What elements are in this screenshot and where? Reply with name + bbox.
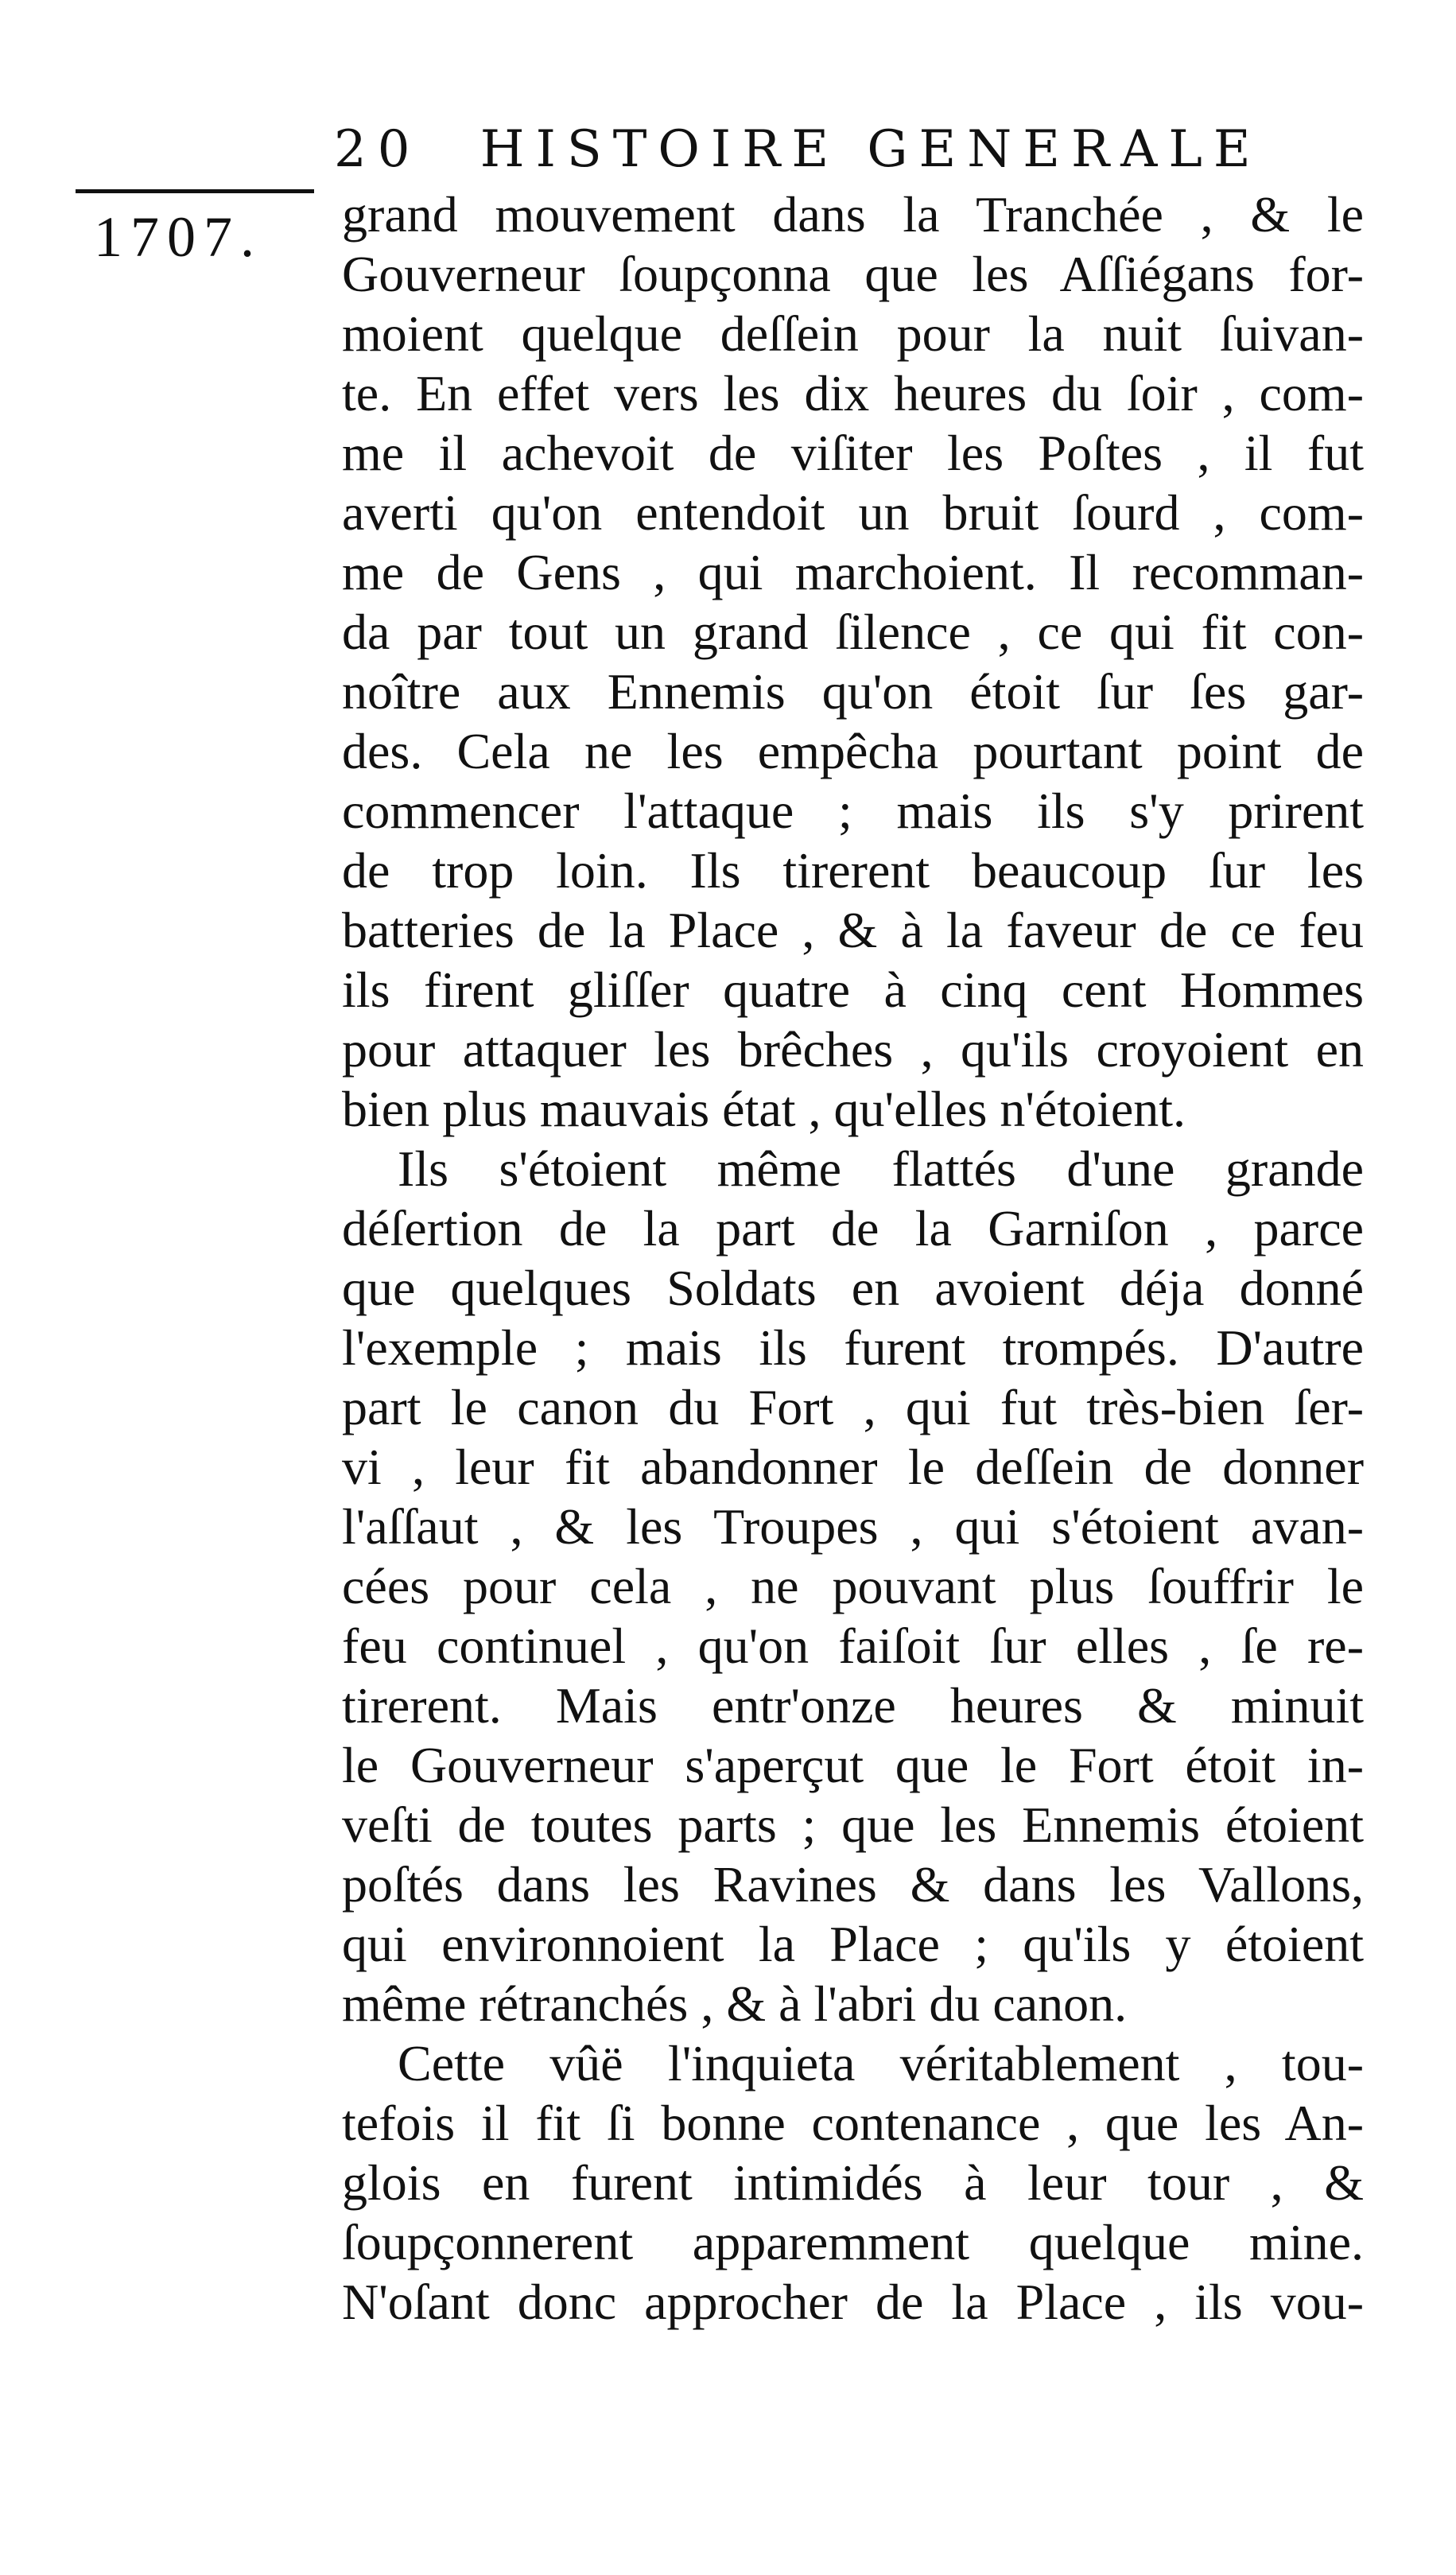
text-line: poſtés dans les Ravines & dans les Vallons,: [342, 1856, 1364, 1913]
text-line: vi , leur fit abandonner le deſſein de donner: [342, 1439, 1364, 1495]
text-line: pour attaquer les brêches , qu'ils croyoient en: [342, 1021, 1364, 1078]
text-line: l'aſſaut , & les Troupes , qui s'étoient avan-: [342, 1498, 1364, 1555]
text-line: déſertion de la part de la Garniſon , parce: [342, 1200, 1364, 1256]
text-line: batteries de la Place , & à la faveur de ce feu: [342, 902, 1364, 958]
text-line: cées pour cela , ne pouvant plus ſouffrir le: [342, 1558, 1364, 1614]
text-line: te. En effet vers les dix heures du ſoir , com-: [342, 365, 1364, 421]
page-number: 20: [334, 120, 421, 179]
text-line: me il achevoit de viſiter les Poſtes , il fut: [342, 425, 1364, 481]
text-line: noître aux Ennemis qu'on étoit ſur ſes gar-: [342, 663, 1364, 720]
text-line: Gouverneur ſoupçonna que les Aſſiégans for-: [342, 246, 1364, 302]
text-line: Ils s'étoient même flattés d'une grande: [398, 1140, 1364, 1197]
text-line: Cette vûë l'inquieta véritablement , tou-: [398, 2035, 1364, 2091]
text-line: commencer l'attaque ; mais ils s'y prirent: [342, 783, 1364, 839]
text-line: averti qu'on entendoit un bruit ſourd , com-: [342, 484, 1364, 541]
text-line: que quelques Soldats en avoient déja donné: [342, 1260, 1364, 1316]
text-line: l'exemple ; mais ils furent trompés. D'autre: [342, 1319, 1364, 1376]
text-line: N'oſant donc approcher de la Place , ils vou-: [342, 2274, 1364, 2330]
text-line: me de Gens , qui marchoient. Il recomman-: [342, 544, 1364, 600]
text-line: bien plus mauvais état , qu'elles n'étoient.: [342, 1081, 1186, 1137]
text-line: ils firent gliſſer quatre à cinq cent Hommes: [342, 961, 1364, 1018]
text-line: tefois il fit ſi bonne contenance , que les An-: [342, 2095, 1364, 2151]
text-line: part le canon du Fort , qui fut très-bien ſer-: [342, 1379, 1364, 1435]
text-line: de trop loin. Ils tirerent beaucoup ſur les: [342, 842, 1364, 899]
text-line: des. Cela ne les empêcha pourtant point de: [342, 723, 1364, 779]
text-line: da par tout un grand ſilence , ce qui fit con-: [342, 604, 1364, 660]
text-line: le Gouverneur s'aperçut que le Fort étoit in-: [342, 1737, 1364, 1793]
running-title: HISTOIRE GENERALE: [480, 120, 1262, 179]
text-line: feu continuel , qu'on faiſoit ſur elles , ſe re-: [342, 1618, 1364, 1674]
body-text: [342, 184, 1364, 2332]
text-line: tirerent. Mais entr'onze heures & minuit: [342, 1677, 1364, 1734]
text-line: moient quelque deſſein pour la nuit ſuivan-: [342, 305, 1364, 362]
text-line: ſoupçonnerent apparemment quelque mine.: [342, 2214, 1364, 2270]
running-head: [334, 118, 1352, 181]
text-line: grand mouvement dans la Tranchée , & le: [342, 186, 1364, 243]
text-line: qui environnoient la Place ; qu'ils y étoient: [342, 1916, 1364, 1972]
text-line: glois en furent intimidés à leur tour , &: [342, 2154, 1364, 2211]
margin-year: 1707.: [94, 205, 262, 269]
margin-rule: [76, 189, 314, 193]
text-line: veſti de toutes parts ; que les Ennemis étoient: [342, 1796, 1364, 1853]
text-line: même rétranchés , & à l'abri du canon.: [342, 1975, 1128, 2032]
